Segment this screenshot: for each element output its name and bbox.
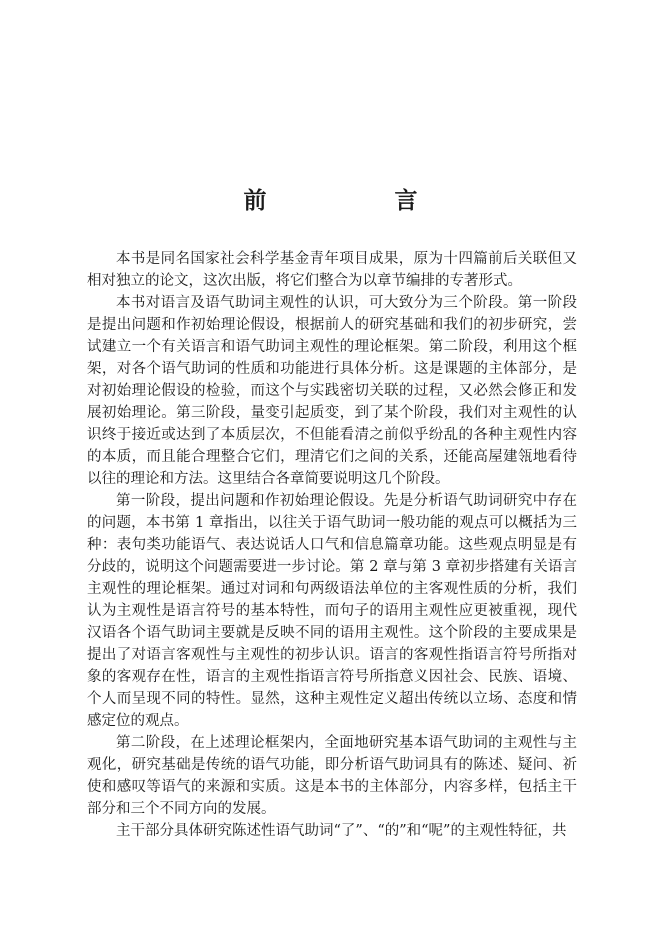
paragraph-2: 本书对语言及语气助词主观性的认识，可大致分为三个阶段。第一阶段是提出问题和作初始理论假设，根据前人的研究基础和我们的初步研究，尝试建立一个有关语言和语气助词主观性的理论框架。第二阶段，利用这个框架，对各个语气助词的性质和功能进行具体分析。这是课题的主体部分，是对初始理论假设的检验，而这个与实践密切关联的过程，又必然会修正和发展初始理论。第三阶段，量变引起质变，到了某个阶段，我们对主观性的认识终于接近或达到了本质层次，不但能看清之前似乎纷乱的各种主观性内容的本质，而且能合理整合它们，理清它们之间的关系，还能高屋建瓴地看待以往的理论和方法。这里结合各章简要说明这几个阶段。 [87, 295, 577, 487]
paragraph-1: 本书是同名国家社会科学基金青年项目成果，原为十四篇前后关联但又相对独立的论文，这次出版，将它们整合为以章节编排的专著形式。 [87, 251, 577, 289]
body-text [87, 248, 577, 842]
page-title: 前 言 [243, 187, 478, 214]
paragraph-3: 第一阶段，提出问题和作初始理论假设。先是分析语气助词研究中存在的问题，本书第 1 章指出，以往关于语气助词一般功能的观点可以概括为三种：表句类功能语气、表达说话人口气和信息篇章功能。这些观点明显是有分歧的，说明这个问题需要进一步讨论。第 2 章与第 3 章初步搭建有关语言主观性的理论框架。通过对词和句两级语法单位的主客观性质的分析，我们认为主观性是语言符号的基本特性，而句子的语用主观性应更被重视，现代汉语各个语气助词主要就是反映不同的语用主观性。这个阶段的主要成果是提出了对语言客观性与主观性的初步认识。语言的客观性指语言符号所指对象的客观存在性，语言的主观性指语言符号所指意义因社会、民族、语境、个人而呈现不同的特性。显然，这种主观性定义超出传统以立场、态度和情感定位的观点。 [87, 493, 577, 729]
paragraph-5: 主干部分具体研究陈述性语气助词“了”、“的”和“呢”的主观性特征，共 [116, 823, 567, 839]
paragraph-4: 第二阶段，在上述理论框架内，全面地研究基本语气助词的主观性与主观化，研究基础是传统的语气功能，即分析语气助词具有的陈述、疑问、祈使和感叹等语气的来源和实质。这是本书的主体部分，内容多样，包括主干部分和三个不同方向的发展。 [87, 735, 577, 817]
